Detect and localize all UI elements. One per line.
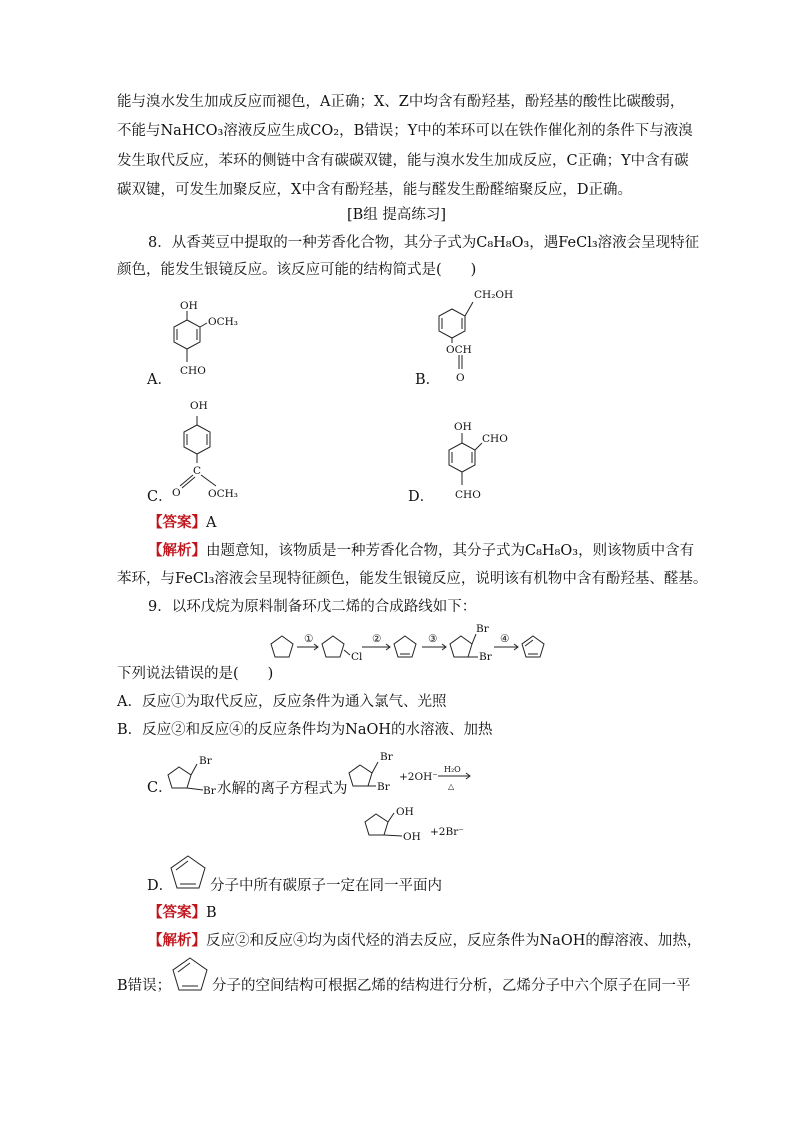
q8-stem: 8．从香荚豆中提取的一种芳香化合物，其分子式为C₈H₈O₃，遇FeCl₃溶液会呈现特征 xyxy=(148,235,700,251)
struct-d-oh: OH xyxy=(454,421,472,433)
struct-b-och: OCH xyxy=(446,344,472,356)
eq-oh2: OH xyxy=(403,831,421,843)
q8-analysis xyxy=(148,541,694,561)
q9-answer xyxy=(148,903,217,923)
q9-option-a[interactable]: A．反应①为取代反应，反应条件为通入氯气、光照 xyxy=(117,694,447,710)
struct-c-oh: OH xyxy=(190,400,208,412)
c-br2: Br xyxy=(203,785,216,797)
structure-c xyxy=(160,395,270,505)
struct-d-cho2: CHO xyxy=(455,489,481,501)
q9-option-c-label[interactable]: C． xyxy=(147,780,173,796)
eq-plus-br: +2Br⁻ xyxy=(430,826,464,838)
q9-option-c-text: 水解的离子方程式为 xyxy=(217,781,348,797)
q8-analysis: 苯环，与FeCl₃溶液会呈现特征颜色，能发生银镜反应，说明该有机物中含有酚羟基、醛基。 xyxy=(117,571,708,587)
q9-question: 下列说法错误的是( ) xyxy=(117,666,274,682)
struct-c-o: O xyxy=(172,487,181,499)
q9-analysis-suffix: 分子的空间结构可根据乙烯的结构进行分析，乙烯分子中六个原子在同一平 xyxy=(212,978,691,994)
struct-b-ch2oh: CH₂OH xyxy=(474,289,514,301)
eq-heat: △ xyxy=(448,782,455,791)
answer-label: 【答案】 xyxy=(148,904,206,921)
text-line: 发生取代反应，苯环的侧链中含有碳碳双键，能与溴水发生加成反应，C正确；Y中含有碳 xyxy=(117,153,689,169)
q9-option-d-text: 分子中所有碳原子一定在同一平面内 xyxy=(210,878,442,894)
section-title: [B组 提高练习] xyxy=(346,207,447,223)
struct-a-cho: CHO xyxy=(180,365,206,377)
q8-stem: 颜色，能发生银镜反应。该反应可能的结构简式是( ) xyxy=(117,262,477,278)
eq-br2: Br xyxy=(377,781,390,793)
analysis-text: 反应②和反应④均为卤代烃的消去反应，反应条件为NaOH的醇溶液、加热， xyxy=(206,933,702,949)
structure-b xyxy=(428,285,538,390)
struct-b-o: O xyxy=(456,372,465,384)
q8-option-a-label[interactable]: A． xyxy=(147,372,172,388)
eq-plus-oh: +2OH⁻ xyxy=(399,771,438,783)
cyclopentadiene-structure xyxy=(170,954,212,996)
route-cl: Cl xyxy=(351,651,363,663)
q8-option-c-label[interactable]: C． xyxy=(147,489,173,505)
route-br1: Br xyxy=(476,623,489,635)
text-line: 碳双键，可发生加聚反应，X中含有酚羟基，能与醛发生酚醛缩聚反应，D正确。 xyxy=(117,182,632,198)
analysis-label: 【解析】 xyxy=(148,932,206,949)
synthesis-route xyxy=(268,622,558,664)
q9-option-d-label[interactable]: D． xyxy=(147,878,174,894)
struct-a-och3: OCH₃ xyxy=(208,316,239,328)
q9-analysis-prefix: B错误； xyxy=(117,978,172,994)
q9-stem: 9．以环戊烷为原料制备环戊二烯的合成路线如下： xyxy=(148,599,477,615)
eq-water: H₂O xyxy=(444,765,461,774)
text-line: 能与溴水发生加成反应而褪色，A正确；X、Z中均含有酚羟基，酚羟基的酸性比碳酸弱， xyxy=(117,94,685,110)
diol-product xyxy=(362,800,472,850)
q8-option-b-label[interactable]: B． xyxy=(415,372,441,388)
eq-oh1: OH xyxy=(396,806,414,818)
analysis-text: 由题意知，该物质是一种芳香化合物，其分子式为C₈H₈O₃，则该物质中含有 xyxy=(206,543,695,559)
answer-value: B xyxy=(206,905,217,921)
structure-d xyxy=(420,415,540,510)
text-line: 不能与NaHCO₃溶液反应生成CO₂，B错误；Y中的苯环可以在铁作催化剂的条件下与液溴 xyxy=(117,123,693,139)
struct-a-oh: OH xyxy=(180,300,198,312)
q9-analysis xyxy=(148,931,701,951)
route-step-1: ① xyxy=(304,633,314,645)
structure-a xyxy=(160,290,260,395)
struct-c-c: C xyxy=(193,465,202,477)
struct-d-cho1: CHO xyxy=(482,433,508,445)
eq-br1: Br xyxy=(380,751,393,763)
route-step-3: ③ xyxy=(428,633,438,645)
q8-answer xyxy=(148,513,216,533)
route-br2: Br xyxy=(479,651,492,663)
q9-option-b[interactable]: B．反应②和反应④的反应条件均为NaOH的水溶液、加热 xyxy=(117,722,493,738)
cyclopentadiene-structure xyxy=(168,852,210,894)
route-step-4: ④ xyxy=(500,633,510,645)
struct-c-och3: OCH₃ xyxy=(208,488,239,500)
c-br1: Br xyxy=(199,755,212,767)
answer-label: 【答案】 xyxy=(148,514,206,531)
answer-value: A xyxy=(206,515,217,531)
route-step-2: ② xyxy=(372,633,382,645)
hydrolysis-equation xyxy=(346,748,476,798)
q8-option-d-label[interactable]: D． xyxy=(408,489,435,505)
analysis-label: 【解析】 xyxy=(148,542,206,559)
dibromocyclopentane-structure xyxy=(165,752,215,797)
